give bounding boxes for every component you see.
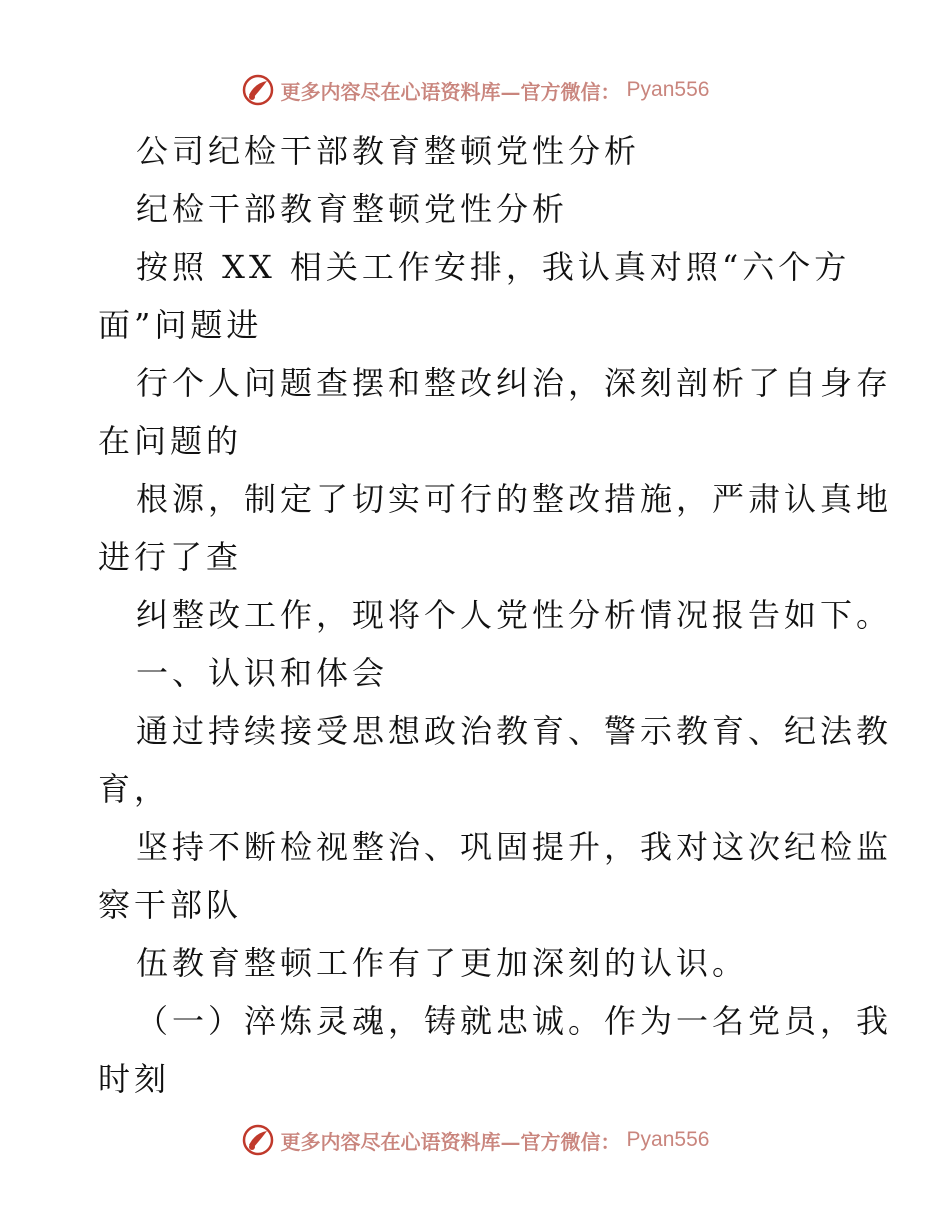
doc-line: 时刻 bbox=[98, 1060, 171, 1098]
section-heading: 一、认识和体会 bbox=[136, 654, 389, 692]
doc-line: 在问题的 bbox=[98, 422, 243, 460]
doc-line: 面”问题进 bbox=[98, 306, 263, 344]
doc-line: 按照 XX 相关工作安排，我认真对照“六个方 bbox=[136, 248, 851, 286]
doc-line: 伍教育整顿工作有了更加深刻的认识。 bbox=[136, 944, 749, 982]
header-banner bbox=[0, 70, 950, 110]
brush-logo-icon bbox=[241, 73, 275, 107]
subsection-heading: （一）淬炼灵魂，铸就忠诚。作为一名党员，我 bbox=[136, 1002, 893, 1040]
banner-wechat-id: Pyan556 bbox=[626, 78, 710, 101]
doc-line: 根源，制定了切实可行的整改措施，严肃认真地 bbox=[136, 480, 893, 518]
footer-banner bbox=[0, 1120, 950, 1160]
banner-text: 更多内容尽在心语资料库—官方微信： bbox=[280, 79, 621, 104]
banner-text: 更多内容尽在心语资料库—官方微信： bbox=[280, 1129, 621, 1154]
doc-line: 察干部队 bbox=[98, 886, 243, 924]
document-body bbox=[98, 122, 893, 1108]
doc-line: 育， bbox=[98, 770, 171, 808]
doc-line: 纠整改工作，现将个人党性分析情况报告如下。 bbox=[136, 596, 893, 634]
banner-wechat-id: Pyan556 bbox=[626, 1128, 710, 1151]
doc-line: 进行了查 bbox=[98, 538, 243, 576]
doc-title: 公司纪检干部教育整顿党性分析 bbox=[136, 132, 641, 170]
doc-line: 通过持续接受思想政治教育、警示教育、纪法教 bbox=[136, 712, 893, 750]
doc-subtitle: 纪检干部教育整顿党性分析 bbox=[136, 190, 569, 228]
doc-line: 行个人问题查摆和整改纠治，深刻剖析了自身存 bbox=[136, 364, 893, 402]
doc-line: 坚持不断检视整治、巩固提升，我对这次纪检监 bbox=[136, 828, 893, 866]
brush-logo-icon bbox=[241, 1123, 275, 1157]
